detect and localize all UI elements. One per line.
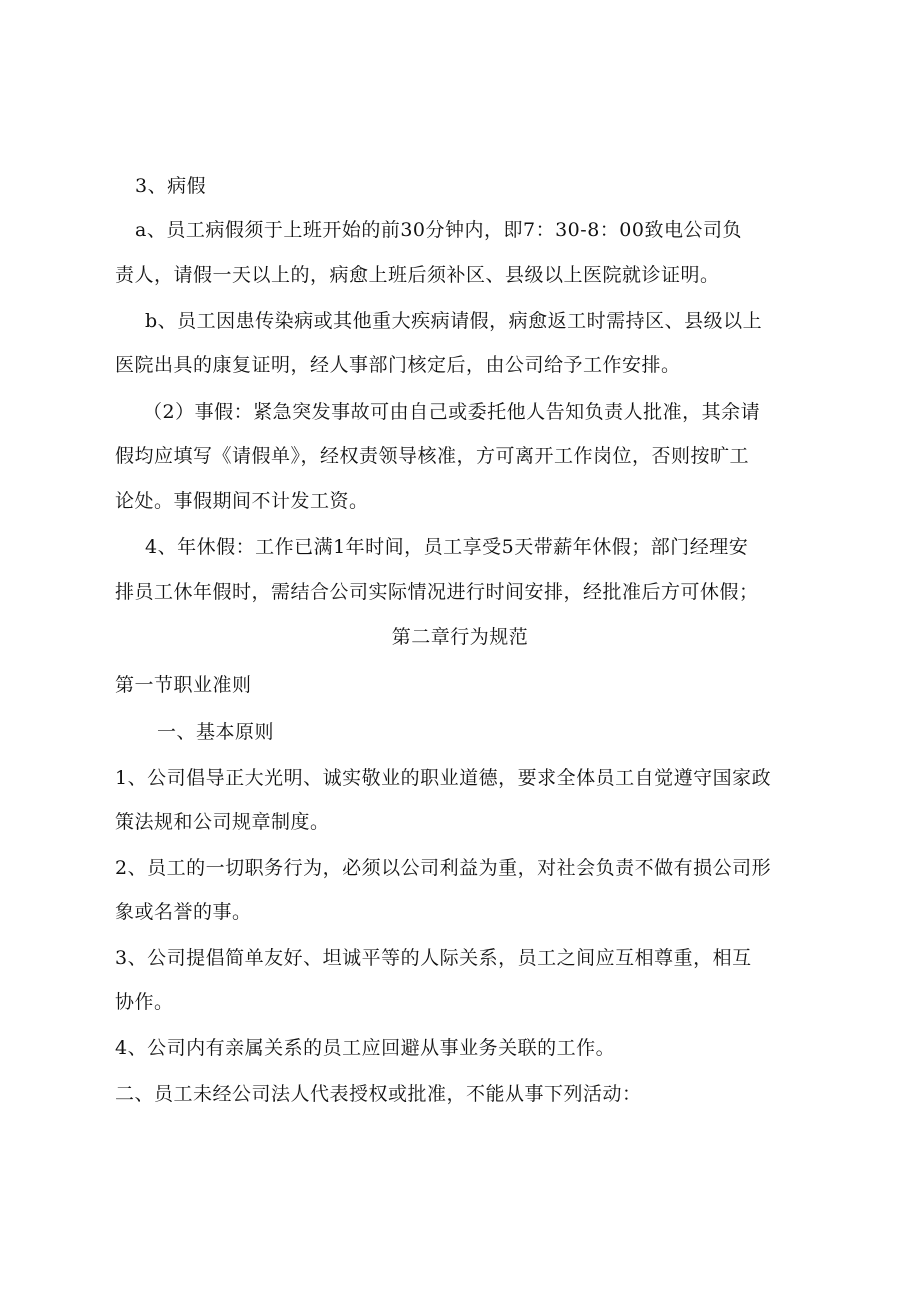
sick-leave-item-a-line-1: a、员工病假须于上班开始的前30分钟内，即7：30-8：00致电公司负	[135, 219, 742, 241]
personal-leave-line-3: 论处。事假期间不计发工资。	[115, 490, 369, 512]
principle-3-line-1: 3、公司提倡简单友好、坦诚平等的人际关系，员工之间应互相尊重，相互	[115, 947, 752, 969]
sick-leave-item-b-line-1: b、员工因患传染病或其他重大疾病请假，病愈返工时需持区、县级以上	[145, 310, 763, 332]
principle-1-line-1: 1、公司倡导正大光明、诚实敬业的职业道德，要求全体员工自觉遵守国家政	[115, 767, 772, 789]
annual-leave-line-1: 4、年休假：工作已满1年时间，员工享受5天带薪年休假；部门经理安	[145, 536, 749, 558]
personal-leave-line-1: （2）事假：紧急突发事故可由自己或委托他人告知负责人批准，其余请	[143, 401, 761, 423]
principle-2-line-2: 象或名誉的事。	[115, 901, 252, 923]
chapter-title: 第二章行为规范	[391, 626, 529, 648]
principle-4-line-1: 4、公司内有亲属关系的员工应回避从事业务关联的工作。	[115, 1037, 616, 1059]
principle-2-line-1: 2、员工的一切职务行为，必须以公司利益为重，对社会负责不做有损公司形	[115, 857, 772, 879]
sick-leave-heading: 3、病假	[135, 175, 207, 197]
section-title: 第一节职业准则	[115, 674, 252, 696]
prohibited-activities-heading: 二、员工未经公司法人代表授权或批准，不能从事下列活动：	[115, 1083, 642, 1105]
basic-principles-heading: 一、基本原则	[157, 721, 275, 743]
sick-leave-item-a-line-2: 责人，请假一天以上的，病愈上班后须补区、县级以上医院就诊证明。	[115, 264, 720, 286]
personal-leave-line-2: 假均应填写《请假单》，经权责领导核准，方可离开工作岗位，否则按旷工	[115, 445, 750, 467]
sick-leave-item-b-line-2: 医院出具的康复证明，经人事部门核定后，由公司给予工作安排。	[115, 354, 681, 376]
principle-3-line-2: 协作。	[115, 991, 174, 1013]
principle-1-line-2: 策法规和公司规章制度。	[115, 811, 330, 833]
annual-leave-line-2: 排员工休年假时，需结合公司实际情况进行时间安排，经批准后方可休假；	[115, 581, 759, 603]
